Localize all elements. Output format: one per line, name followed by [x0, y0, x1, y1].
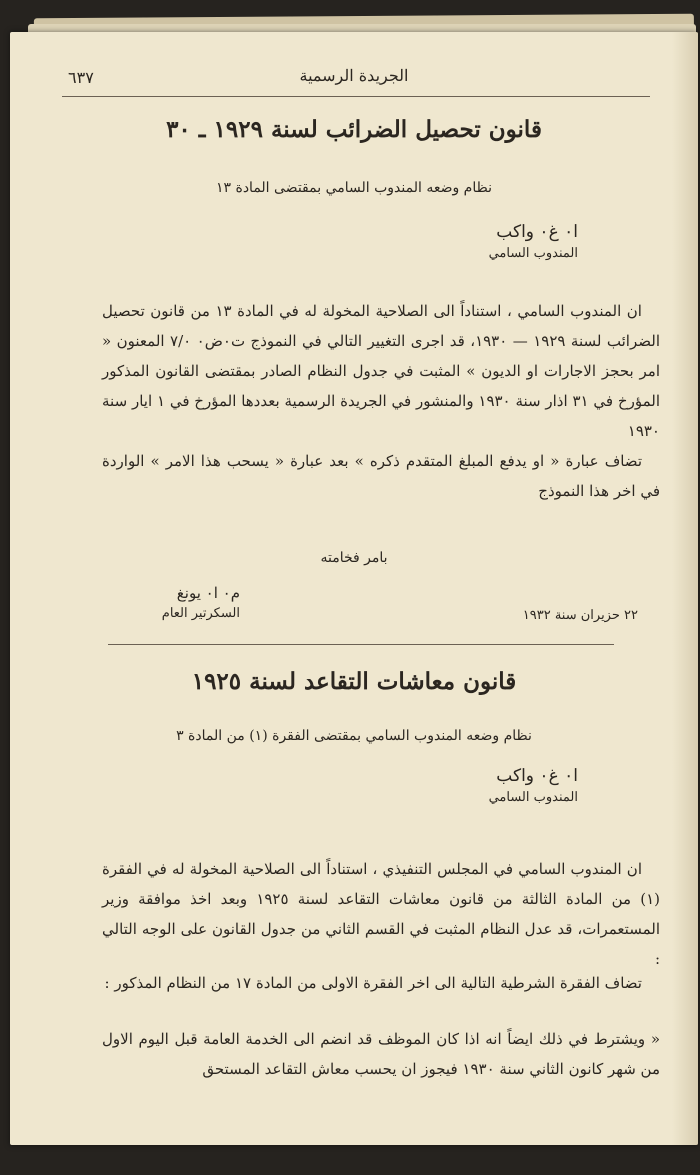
secretary-signature-block: [90, 584, 240, 621]
header-rule: [62, 96, 650, 97]
signer-name: ا٠ غ٠ واكب: [496, 766, 578, 786]
signature-block-high-commissioner-1: [489, 222, 578, 261]
page-header-title: الجريدة الرسمية: [299, 66, 409, 85]
signature-block-high-commissioner-2: [489, 766, 578, 805]
section-divider: [108, 644, 614, 645]
signer-role: المندوب السامي: [488, 790, 578, 805]
decree-date: ٢٢ حزيران سنة ١٩٣٢: [522, 608, 638, 623]
law-subtitle-taxes: نظام وضعه المندوب السامي بمقتضى المادة ١٣: [215, 180, 492, 196]
document-page: [10, 32, 698, 1145]
law-subtitle-pensions: نظام وضعه المندوب السامي بمقتضى الفقرة (١) من المادة ٣: [176, 728, 532, 744]
by-order-line: بامر فخامته: [320, 550, 388, 566]
taxes-paragraph-2: تضاف عبارة « او يدفع المبلغ المتقدم ذكره » بعد عبارة « يسحب هذا الامر » الواردة في اخر هذا النموذج: [102, 452, 660, 500]
taxes-paragraph-1: ان المندوب السامي ، استناداً الى الصلاحية المخولة له في المادة ١٣ من قانون تحصيل الضرائب لسنة ١٩٢٩ — ١٩٣٠، قد اجرى التغيير التالي في النموذج ت٠ض٠ ٧/٠ المعنون « امر بحجز الاجارات او الديون » المثبت في جدول النظام الصادر بمقتضى القانون المذكور المؤرخ في ٣١ اذار سنة ١٩٣٠ والمنشور في الجريدة الرسمية بعددها المؤرخ في ١ ايار سنة ١٩٣٠: [102, 302, 660, 440]
pensions-paragraph-1: ان المندوب السامي في المجلس التنفيذي ، استناداً الى الصلاحية المخولة له في الفقرة (١) من المادة الثالثة من قانون معاشات التقاعد لسنة ١٩٢٥ وبعد اخذ موافقة وزير المستعمرات، قد عدل النظام المثبت في القسم الثاني من جدول القانون على الوجه التالي :: [102, 860, 660, 968]
page-number: ٦٣٧: [68, 68, 94, 87]
signer-role: المندوب السامي: [488, 246, 578, 261]
law-title-taxes: قانون تحصيل الضرائب لسنة ١٩٢٩ ـ ٣٠: [166, 116, 542, 143]
pensions-paragraph-3: « ويشترط في ذلك ايضاً انه اذا كان الموظف قد انضم الى الخدمة العامة قبل اليوم الاول من شهر كانون الثاني سنة ١٩٣٠ فيجوز ان يحسب معاش التقاعد المستحق: [102, 1030, 660, 1078]
secretary-role: السكرتير العام: [161, 606, 240, 621]
law-title-pensions: قانون معاشات التقاعد لسنة ١٩٢٥: [191, 668, 517, 695]
signer-name: ا٠ غ٠ واكب: [496, 222, 578, 242]
page-edge-shading: [672, 32, 698, 1145]
secretary-name: م٠ ا٠ يونغ: [176, 584, 240, 602]
pensions-paragraph-2: تضاف الفقرة الشرطية التالية الى اخر الفقرة الاولى من المادة ١٧ من النظام المذكور :: [104, 974, 642, 992]
